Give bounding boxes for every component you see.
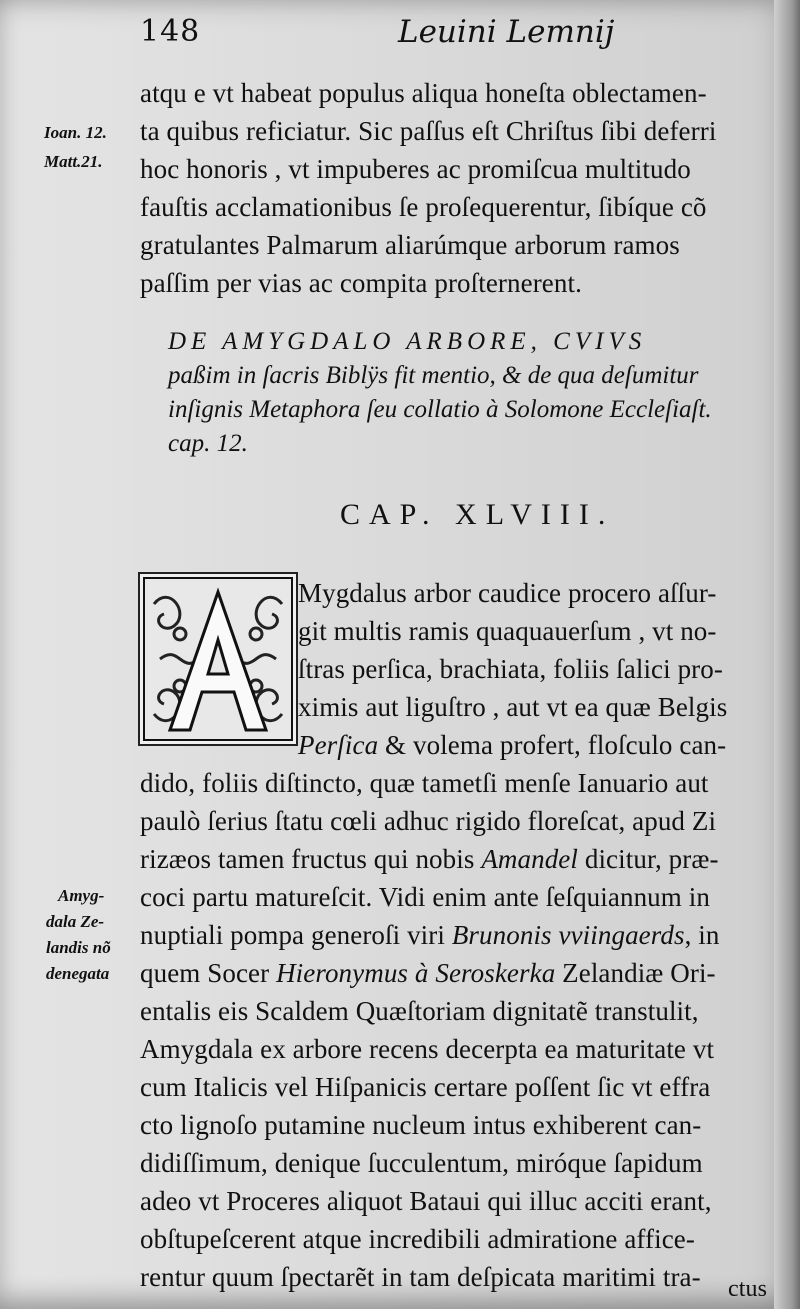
text-line: cto lignoſo putamine nucleum intus exhiberent can- [140, 1110, 702, 1140]
text-line: obſtupeſcerent atque incredibili admiratione affice- [140, 1224, 695, 1254]
margin-note-amygdala: denegata [46, 964, 110, 983]
margin-note-matt: Matt.21. [44, 152, 103, 171]
text-line: rizæos tamen fructus qui nobis Amandel dicitur, præ- [140, 844, 719, 874]
margin-note-amygdala: landis nõ [46, 938, 111, 957]
section-heading-line: DE AMYGDALO ARBORE, CVIVS [168, 328, 647, 355]
text-line: fauſtis acclamationibus ſe proſequerentur, ſibíque cõ [140, 192, 707, 222]
section-heading-line: cap. 12. [168, 430, 248, 457]
text-line: paulò ſerius ſtatu cœli adhuc rigido floreſcat, apud Zi [140, 806, 717, 836]
text-line: Amygdala ex arbore recens decerpta ea maturitate vt [140, 1034, 715, 1064]
page-gutter-shadow [774, 0, 800, 1309]
text-line: nuptiali pompa generoſi viri Brunonis vviingaerds, in [140, 920, 720, 950]
text-line: Mygdalus arbor caudice procero aſſur- [298, 578, 717, 608]
text-line: coci partu matureſcit. Vidi enim ante ſeſquiannum in [140, 882, 710, 912]
text-line: atqu e vt habeat populus aliqua honeſta oblectamen- [140, 78, 707, 108]
text-line: dido, foliis diſtincto, quæ tametſi menſe Ianuario aut [140, 768, 709, 798]
margin-note-amygdala: dala Ze- [46, 912, 105, 931]
running-header [140, 14, 760, 58]
text-line: hoc honoris , vt impuberes ac promiſcua multitudo [140, 154, 691, 184]
section-heading-line: inſignis Metaphora ſeu collatio à Solomone Eccleſiaſt. [168, 396, 712, 423]
text-line: ximis aut liguſtro , aut vt ea quæ Belgis [298, 692, 728, 722]
text-line: adeo vt Proceres aliquot Bataui qui illuc acciti erant, [140, 1186, 712, 1216]
ornamental-initial-icon [140, 574, 296, 744]
running-title: Leuini Lemnij [398, 14, 615, 50]
text-line: cum Italicis vel Hiſpanicis certare poſſent ſic vt effra [140, 1072, 711, 1102]
text-line: paſſim per vias ac compita proſternerent. [140, 268, 582, 298]
text-line: ſtras perſica, brachiata, foliis ſalici pro- [298, 654, 723, 684]
chapter-title: CAP. XLVIII. [340, 498, 615, 531]
page-number: 148 [140, 14, 201, 49]
text-line: ta quibus reficiatur. Sic paſſus eſt Chriſtus ſibi deferri [140, 116, 717, 146]
text-line: gratulantes Palmarum aliarúmque arborum ramos [140, 230, 680, 260]
decorated-initial [138, 572, 298, 746]
text-line: quem Socer Hieronymus à Seroskerka Zelandiæ Ori- [140, 958, 716, 988]
text-line: entalis eis Scaldem Quæſtoriam dignitatẽ transtulit, [140, 996, 699, 1026]
catchword: ctus [728, 1276, 768, 1302]
text-line: rentur quum ſpectarẽt in tam deſpicata maritimi tra- [140, 1262, 701, 1292]
text-line: git multis ramis quaquauerſum , vt no- [298, 616, 717, 646]
text-line: didiſſimum, denique ſucculentum, miróque ſapidum [140, 1148, 703, 1178]
section-heading-line: paßim in ſacris Biblÿs fit mentio, & de qua deſumitur [168, 362, 699, 389]
margin-note-amygdala: Amyg- [58, 886, 105, 905]
margin-note-ioan: Ioan. 12. [44, 123, 107, 142]
text-line: Perſica & volema profert, floſculo can- [298, 730, 727, 760]
